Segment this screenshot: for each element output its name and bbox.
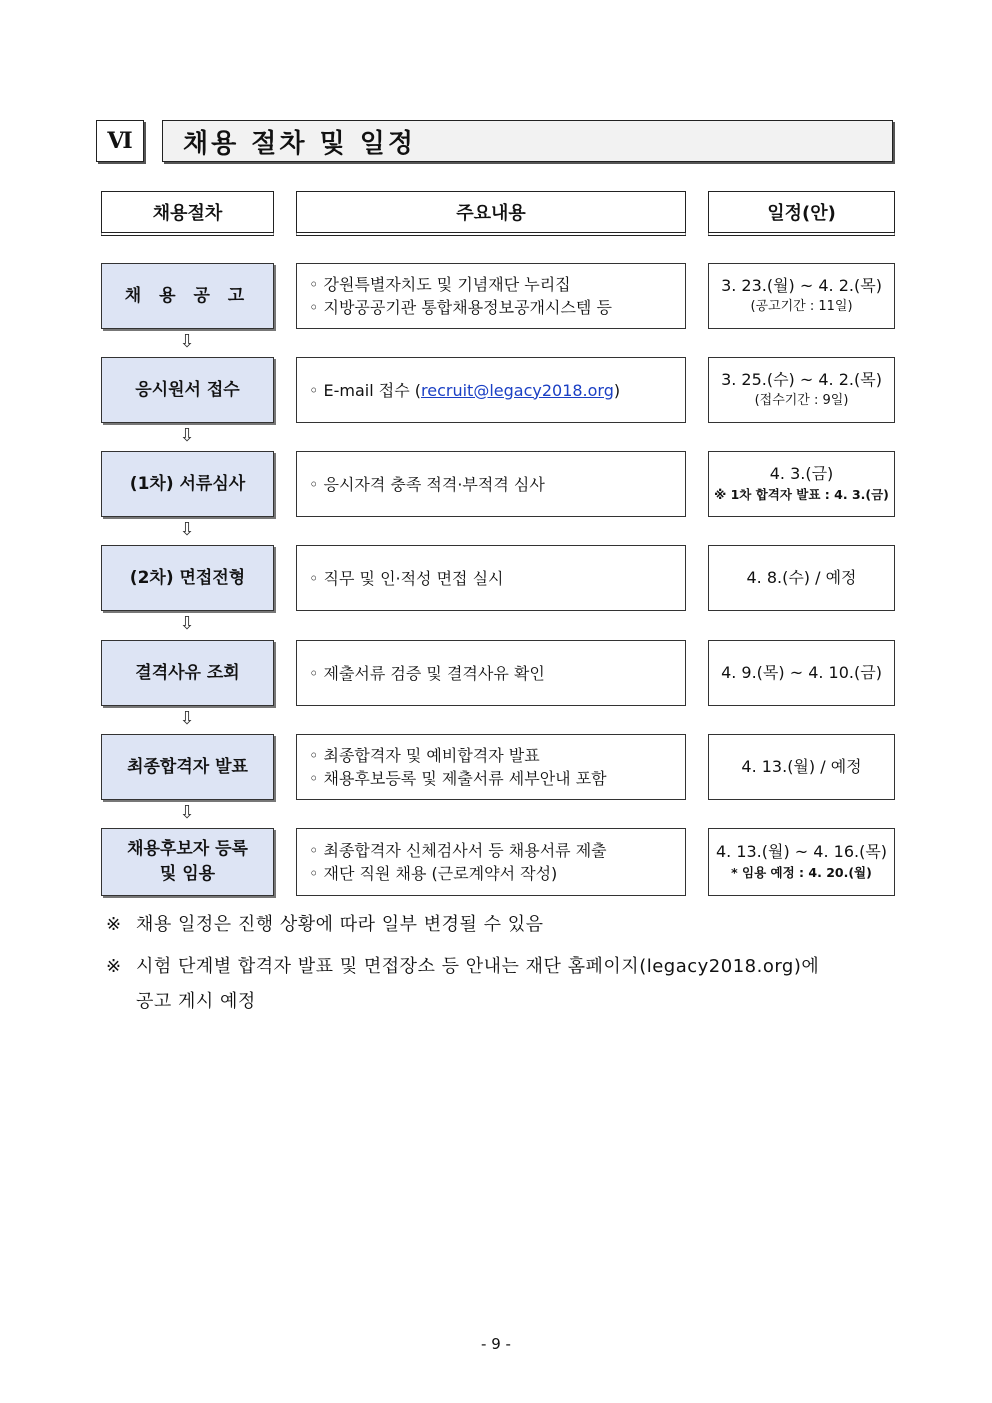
step-label-line2: 및 임용 xyxy=(159,864,216,884)
schedule-registration-appointment xyxy=(708,828,895,896)
email-link[interactable]: recruit@legacy2018.org xyxy=(421,380,614,400)
schedule-date: 3. 23.(월) ~ 4. 2.(목) xyxy=(721,276,882,295)
schedule-recruitment-notice xyxy=(708,263,895,329)
note-schedule-change xyxy=(106,908,906,942)
schedule-sub: * 임용 예정 : 4. 20.(월) xyxy=(731,865,872,880)
schedule-application xyxy=(708,357,895,423)
down-arrow-icon: ⇩ xyxy=(179,708,195,729)
content-final-announcement xyxy=(296,734,686,800)
schedule-sub: ※ 1차 합격자 발표 : 4. 3.(금) xyxy=(714,487,889,502)
content-line xyxy=(309,379,685,402)
step-label: 최종합격자 발표 xyxy=(127,756,248,777)
schedule-sub: (접수기간 : 9일) xyxy=(754,393,849,408)
note-text: 공고 게시 예정 xyxy=(136,991,256,1012)
down-arrow-icon: ⇩ xyxy=(179,425,195,446)
content-document-review xyxy=(296,451,686,517)
content-prefix: ◦ E-mail 접수 ( xyxy=(309,380,422,400)
reference-mark: ※ xyxy=(106,914,122,935)
header-process: 채용절차 xyxy=(101,191,274,236)
content-recruitment-notice xyxy=(296,263,686,329)
schedule-document-review xyxy=(708,451,895,517)
step-interview xyxy=(101,545,274,611)
schedule-sub: (공고기간 : 11일) xyxy=(750,299,853,314)
content-line: ◦ 제출서류 검증 및 결격사유 확인 xyxy=(309,663,545,683)
content-application xyxy=(296,357,686,423)
down-arrow-icon: ⇩ xyxy=(179,802,195,823)
schedule-disqualification-check xyxy=(708,640,895,706)
step-disqualification-check xyxy=(101,640,274,706)
content-registration-appointment xyxy=(296,828,686,896)
section-title: 채용 절차 및 일정 xyxy=(162,120,893,162)
content-line: ◦ 재단 직원 채용 (근로계약서 작성) xyxy=(309,864,558,883)
content-interview xyxy=(296,545,686,611)
note-announcement-cont xyxy=(136,985,736,1019)
step-label: (2차) 면접전형 xyxy=(129,567,246,588)
step-document-review xyxy=(101,451,274,517)
step-label: 응시원서 접수 xyxy=(135,379,240,400)
step-registration-appointment xyxy=(101,828,274,896)
content-line: ◦ 지방공공기관 통합채용정보공개시스템 등 xyxy=(309,298,612,317)
content-line: ◦ 최종합격자 및 예비합격자 발표 xyxy=(309,746,540,765)
content-suffix: ) xyxy=(613,380,621,400)
step-final-announcement xyxy=(101,734,274,800)
content-line: ◦ 강원특별자치도 및 기념재단 누리집 xyxy=(309,275,571,294)
schedule-final-announcement xyxy=(708,734,895,800)
down-arrow-icon: ⇩ xyxy=(179,613,195,634)
step-application xyxy=(101,357,274,423)
step-label-line1: 채용후보자 등록 xyxy=(127,839,248,859)
content-line: ◦ 응시자격 충족 적격·부적격 심사 xyxy=(309,474,545,494)
page-number: - 9 - xyxy=(481,1335,511,1353)
schedule-date: 4. 9.(목) ~ 4. 10.(금) xyxy=(721,663,882,682)
header-content: 주요내용 xyxy=(296,191,686,236)
schedule-interview xyxy=(708,545,895,611)
schedule-date: 4. 3.(금) xyxy=(769,464,834,483)
step-label: 결격사유 조회 xyxy=(135,662,240,683)
schedule-date: 4. 13.(월) ~ 4. 16.(목) xyxy=(715,842,888,861)
down-arrow-icon: ⇩ xyxy=(179,331,195,352)
schedule-date: 4. 13.(월) / 예정 xyxy=(741,757,862,776)
content-disqualification-check xyxy=(296,640,686,706)
schedule-date: 4. 8.(수) / 예정 xyxy=(746,568,857,587)
schedule-date: 3. 25.(수) ~ 4. 2.(목) xyxy=(721,370,882,389)
reference-mark: ※ xyxy=(106,956,122,977)
content-line: ◦ 채용후보등록 및 제출서류 세부안내 포함 xyxy=(309,769,607,788)
note-text: 시험 단계별 합격자 발표 및 면접장소 등 안내는 재단 홈페이지(legacy2018.org)에 xyxy=(136,956,820,977)
step-label: (1차) 서류심사 xyxy=(129,473,246,494)
note-text: 채용 일정은 진행 상황에 따라 일부 변경될 수 있음 xyxy=(136,914,544,935)
down-arrow-icon: ⇩ xyxy=(179,519,195,540)
step-recruitment-notice xyxy=(101,263,274,329)
note-announcement xyxy=(106,950,906,984)
header-schedule: 일정(안) xyxy=(708,191,895,236)
content-line: ◦ 직무 및 인·적성 면접 실시 xyxy=(309,568,504,588)
section-number: Ⅵ xyxy=(96,120,144,162)
content-line: ◦ 최종합격자 신체검사서 등 채용서류 제출 xyxy=(309,841,607,860)
step-label: 채 용 공 고 xyxy=(124,285,251,306)
